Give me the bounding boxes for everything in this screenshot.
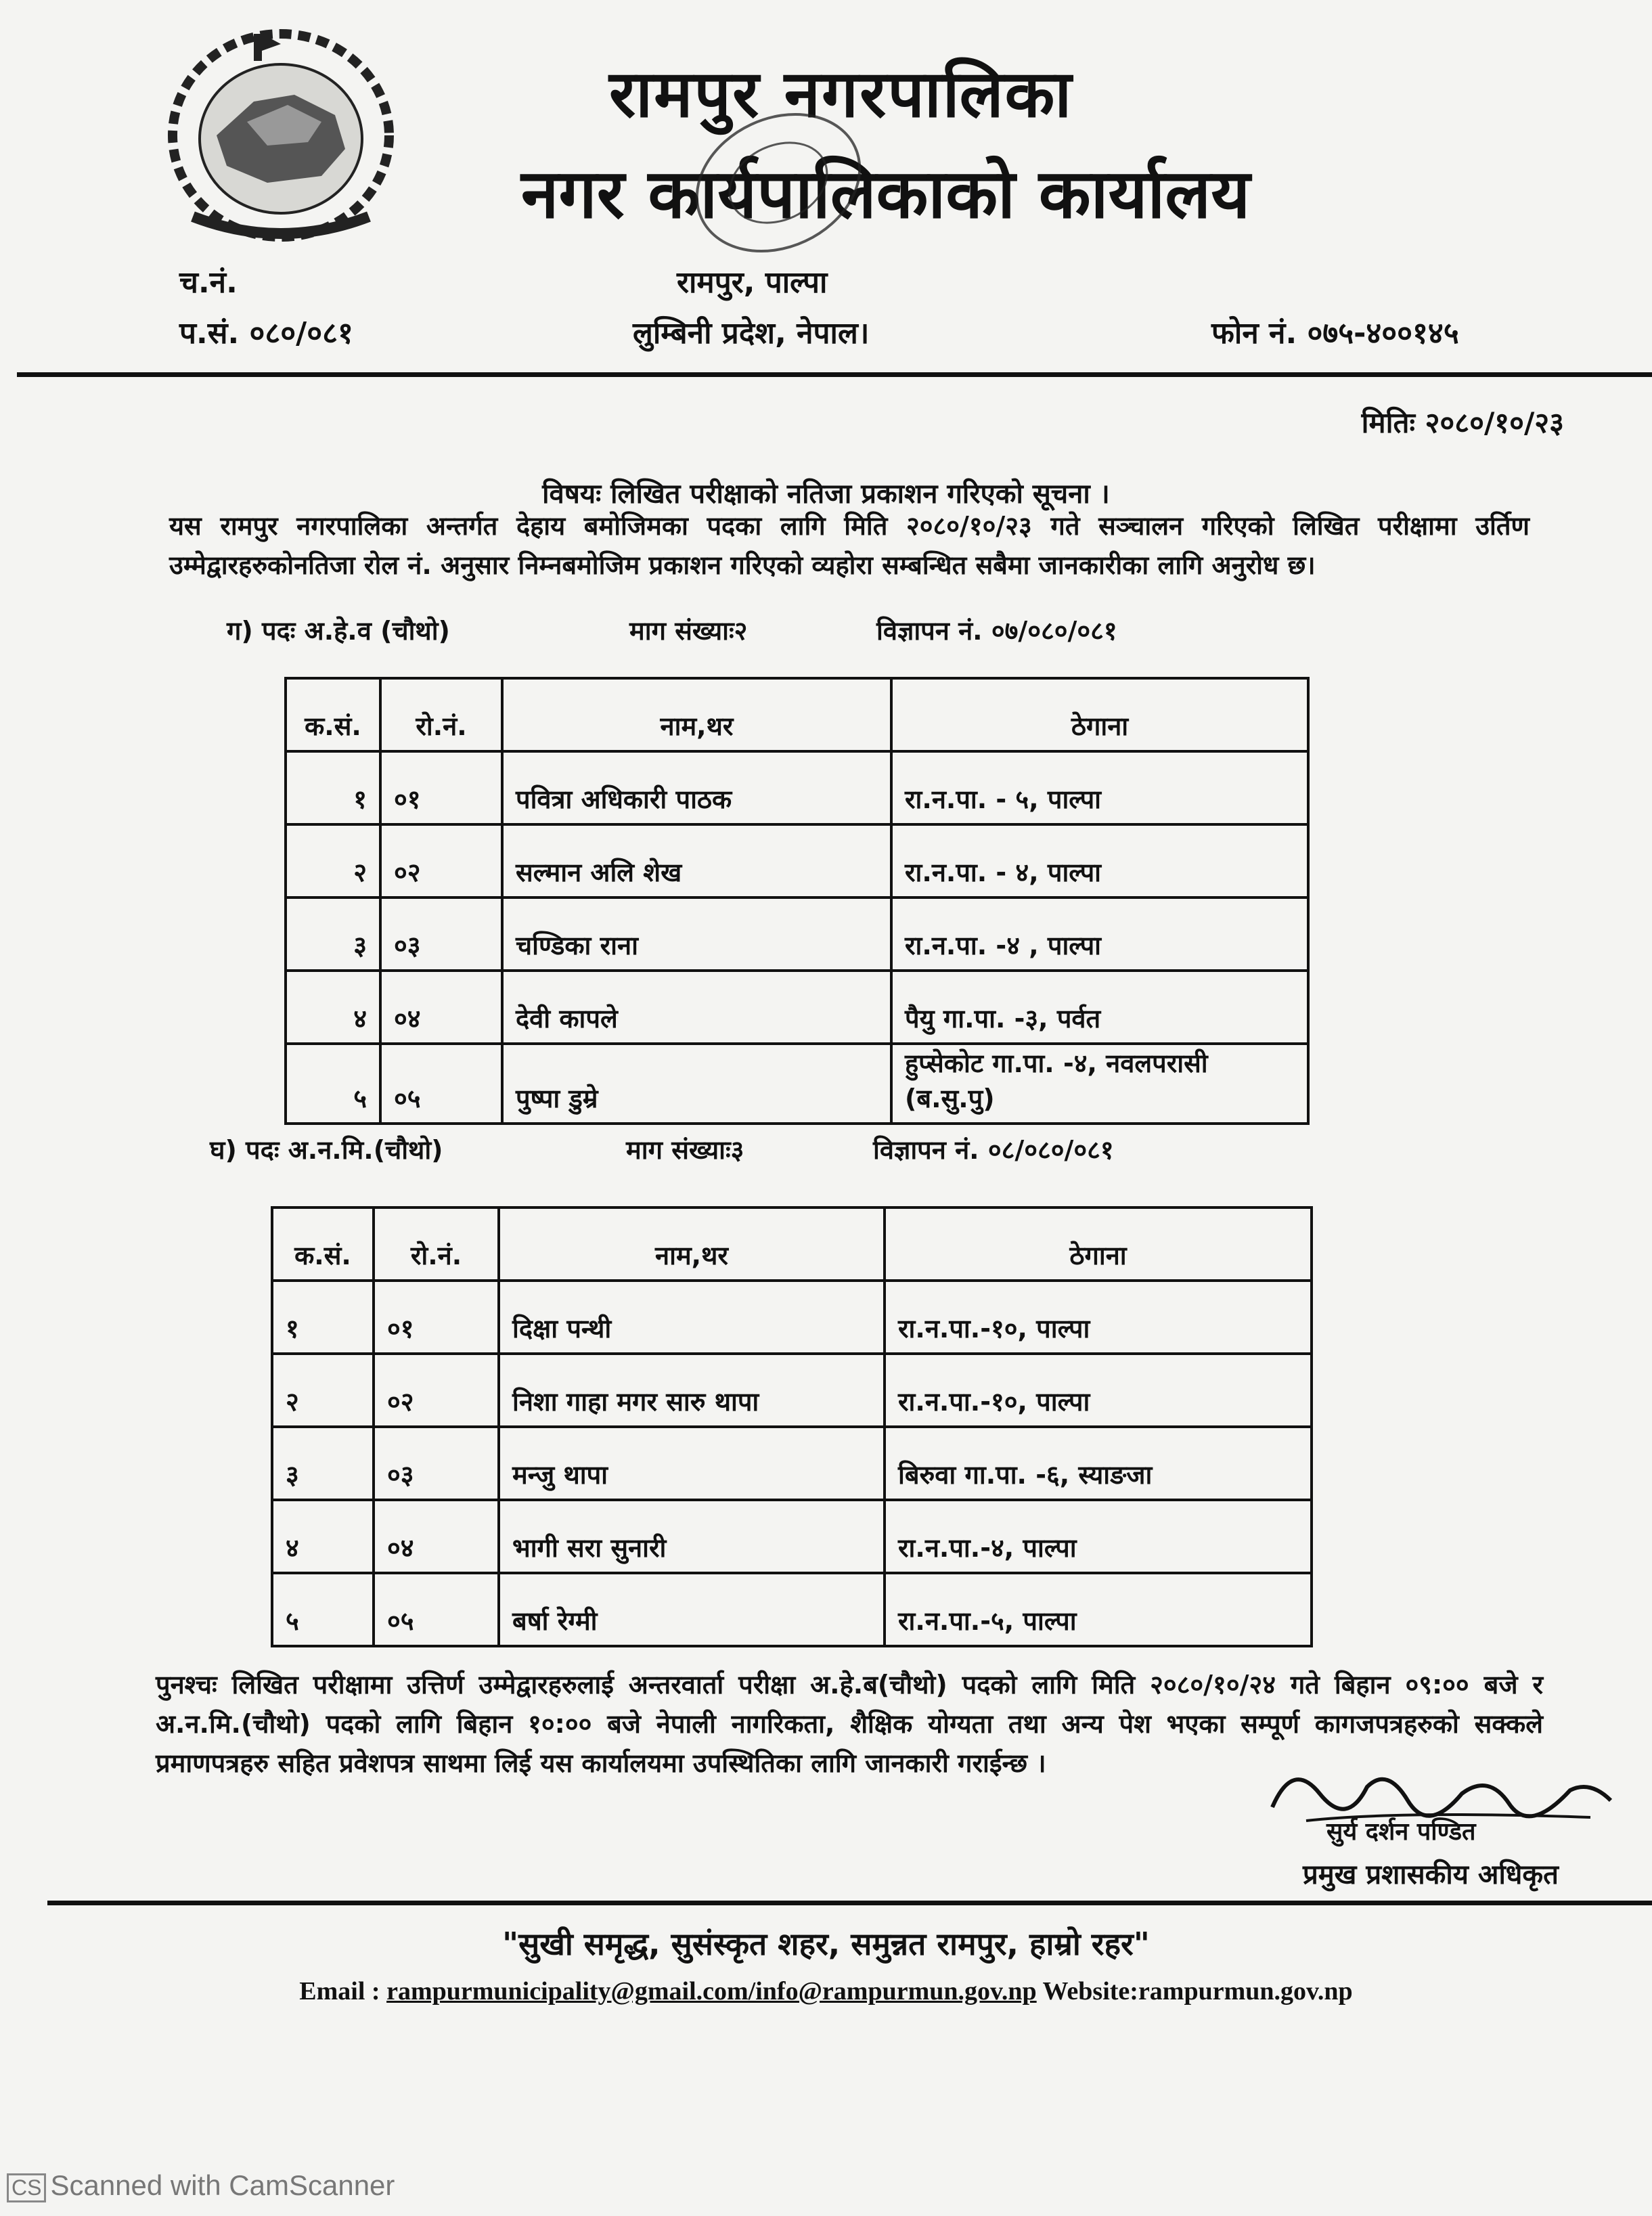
- col-header-name: नाम,थर: [502, 678, 891, 751]
- cell-address: बिरुवा गा.पा. -६, स्याङजा: [885, 1427, 1312, 1500]
- cell-roll: ०४: [380, 971, 502, 1044]
- table-row: [272, 1281, 1312, 1354]
- cell-name: निशा गाहा मगर सारु थापा: [499, 1354, 885, 1427]
- notice-date: मितिः २०८०/१०/२३: [1361, 406, 1564, 439]
- notice-intro: यस रामपुर नगरपालिका अन्तर्गत देहाय बमोजिमका पदका लागि मिति २०८०/१०/२३ गते सञ्चालन गरिएको लिखित परीक्षामा उर्तिण उम्मेद्वारहरुकोनतिजा रोल नं. अनुसार निम्नबमोजिम प्रकाशन गरिएको व्यहोरा सम्बन्धित सबैमा जानकारीका लागि अनुरोध छ।: [169, 511, 1530, 580]
- camscanner-logo-icon: CS: [7, 2173, 46, 2202]
- cell-name: दिक्षा पन्थी: [499, 1281, 885, 1354]
- table-row: [286, 898, 1308, 971]
- table-header-row: [272, 1207, 1312, 1281]
- cell-name: बर्षा रेग्मी: [499, 1573, 885, 1646]
- government-emblem-icon: [152, 20, 409, 250]
- cell-roll: ०४: [374, 1500, 499, 1573]
- camscanner-watermark: [7, 2169, 395, 2202]
- col-header-roll: रो.नं.: [374, 1207, 499, 1281]
- cell-roll: ०१: [374, 1281, 499, 1354]
- cell-roll: ०३: [374, 1427, 499, 1500]
- footer-contact: [0, 1976, 1652, 2006]
- section-g-post: ग) पदः अ.हे.व (चौथो): [227, 616, 450, 646]
- table-header-row: [286, 678, 1308, 751]
- notice-postscript: पुनश्चः लिखित परीक्षामा उत्तिर्ण उम्मेद्वारहरुलाई अन्तरवार्ता परीक्षा अ.हे.ब(चौथो) पदको लागि मिति २०८०/१०/२४ गते बिहान ०९:०० बजे र अ.न.मि.(चौथो) पदको लागि बिहान १०:०० बजे नेपाली नागरिकता, शैक्षिक योग्यता तथा अन्य पेश भएका सम्पूर्ण कागजपत्रहरुको सक्कले प्रमाणपत्रहरु सहित प्रवेशपत्र साथमा लिई यस कार्यालयमा उपस्थितिका लागि जानकारी गराईन्छ ।: [156, 1670, 1543, 1778]
- email-link[interactable]: rampurmunicipality@gmail.com/info@rampurmun.gov.np: [386, 1977, 1037, 2006]
- cell-sn: ४: [272, 1500, 374, 1573]
- col-header-roll: रो.नं.: [380, 678, 502, 751]
- cell-name: भागी सरा सुनारी: [499, 1500, 885, 1573]
- office-stamp-icon: [684, 108, 873, 257]
- cell-address: रा.न.पा. - ४, पाल्पा: [891, 824, 1308, 898]
- cell-sn: ४: [286, 971, 380, 1044]
- cell-name: मन्जु थापा: [499, 1427, 885, 1500]
- cell-sn: २: [286, 824, 380, 898]
- cell-address: रा.न.पा.-५, पाल्पा: [885, 1573, 1312, 1646]
- website-text: Website:rampurmun.gov.np: [1042, 1977, 1353, 2006]
- table-row: [272, 1500, 1312, 1573]
- col-header-sn: क.सं.: [286, 678, 380, 751]
- cell-address: रा.न.पा. -४ , पाल्पा: [891, 898, 1308, 971]
- cell-roll: ०३: [380, 898, 502, 971]
- cell-address: पैयु गा.पा. -३, पर्वत: [891, 971, 1308, 1044]
- table-row: [286, 971, 1308, 1044]
- table-row: [272, 1354, 1312, 1427]
- cell-name: चण्डिका राना: [502, 898, 891, 971]
- office-name-line2: नगर कार्यपालिकाको कार्यालय: [521, 154, 1251, 234]
- cell-sn: ३: [272, 1427, 374, 1500]
- signatory-name: सुर्य दर्शन पण्डित: [1326, 1818, 1476, 1846]
- header-divider: [17, 372, 1652, 377]
- cell-name: पुष्पा डुम्रे: [502, 1044, 891, 1124]
- signatory-title: प्रमुख प्रशासकीय अधिकृत: [1303, 1859, 1559, 1890]
- cell-name: पवित्रा अधिकारी पाठक: [502, 751, 891, 824]
- col-header-address: ठेगाना: [885, 1207, 1312, 1281]
- office-name-line1: रामपुर नगरपालिका: [609, 56, 1073, 132]
- table-row: [272, 1427, 1312, 1500]
- cell-roll: ०१: [380, 751, 502, 824]
- camscanner-text: Scanned with CamScanner: [50, 2169, 395, 2201]
- section-gh-advert: विज्ञापन नं. ०८/०८०/०८१: [873, 1135, 1114, 1165]
- office-province: लुम्बिनी प्रदेश, नेपाल।: [633, 316, 870, 351]
- phone-number: फोन नं. ०७५-४००१४५: [1211, 316, 1459, 351]
- footer-slogan: "सुखी समृद्ध, सुसंस्कृत शहर, समुन्नत रामपुर, हाम्रो रहर": [502, 1926, 1150, 1962]
- cell-sn: ५: [272, 1573, 374, 1646]
- notice-subject: विषयः लिखित परीक्षाको नतिजा प्रकाशन गरिएको सूचना ।: [542, 479, 1110, 510]
- cell-name: देवी कापले: [502, 971, 891, 1044]
- email-label: Email :: [299, 1977, 380, 2006]
- cell-address: रा.न.पा.-१०, पाल्पा: [885, 1354, 1312, 1427]
- col-header-name: नाम,थर: [499, 1207, 885, 1281]
- cell-sn: ५: [286, 1044, 380, 1124]
- table-row: [272, 1573, 1312, 1646]
- cell-roll: ०२: [380, 824, 502, 898]
- results-table-gh: [271, 1206, 1313, 1647]
- section-g-advert: विज्ञापन नं. ०७/०८०/०८१: [876, 616, 1117, 646]
- table-row: [286, 1044, 1308, 1124]
- cell-sn: १: [286, 751, 380, 824]
- col-header-address: ठेगाना: [891, 678, 1308, 751]
- footer-divider: [47, 1901, 1652, 1905]
- section-gh-demand: माग संख्याः३: [626, 1135, 744, 1165]
- cell-sn: २: [272, 1354, 374, 1427]
- cell-roll: ०५: [380, 1044, 502, 1124]
- col-header-sn: क.सं.: [272, 1207, 374, 1281]
- cell-address: रा.न.पा.-४, पाल्पा: [885, 1500, 1312, 1573]
- table-row: [286, 751, 1308, 824]
- results-table-g: [284, 677, 1310, 1125]
- office-place: रामपुर, पाल्पा: [677, 265, 828, 300]
- section-g-demand: माग संख्याः२: [629, 616, 748, 646]
- cell-name: सल्मान अलि शेख: [502, 824, 891, 898]
- cell-roll: ०५: [374, 1573, 499, 1646]
- section-gh-post: घ) पदः अ.न.मि.(चौथो): [210, 1135, 443, 1165]
- cell-sn: १: [272, 1281, 374, 1354]
- cell-address: हुप्सेकोट गा.पा. -४, नवलपरासी (ब.सु.पु): [891, 1044, 1308, 1124]
- table-row: [286, 824, 1308, 898]
- reference-number-label: च.नं.: [179, 265, 238, 300]
- cell-address: रा.न.पा. - ५, पाल्पा: [891, 751, 1308, 824]
- fiscal-year: प.सं. ०८०/०८१: [179, 316, 353, 351]
- cell-address: रा.न.पा.-१०, पाल्पा: [885, 1281, 1312, 1354]
- cell-sn: ३: [286, 898, 380, 971]
- cell-roll: ०२: [374, 1354, 499, 1427]
